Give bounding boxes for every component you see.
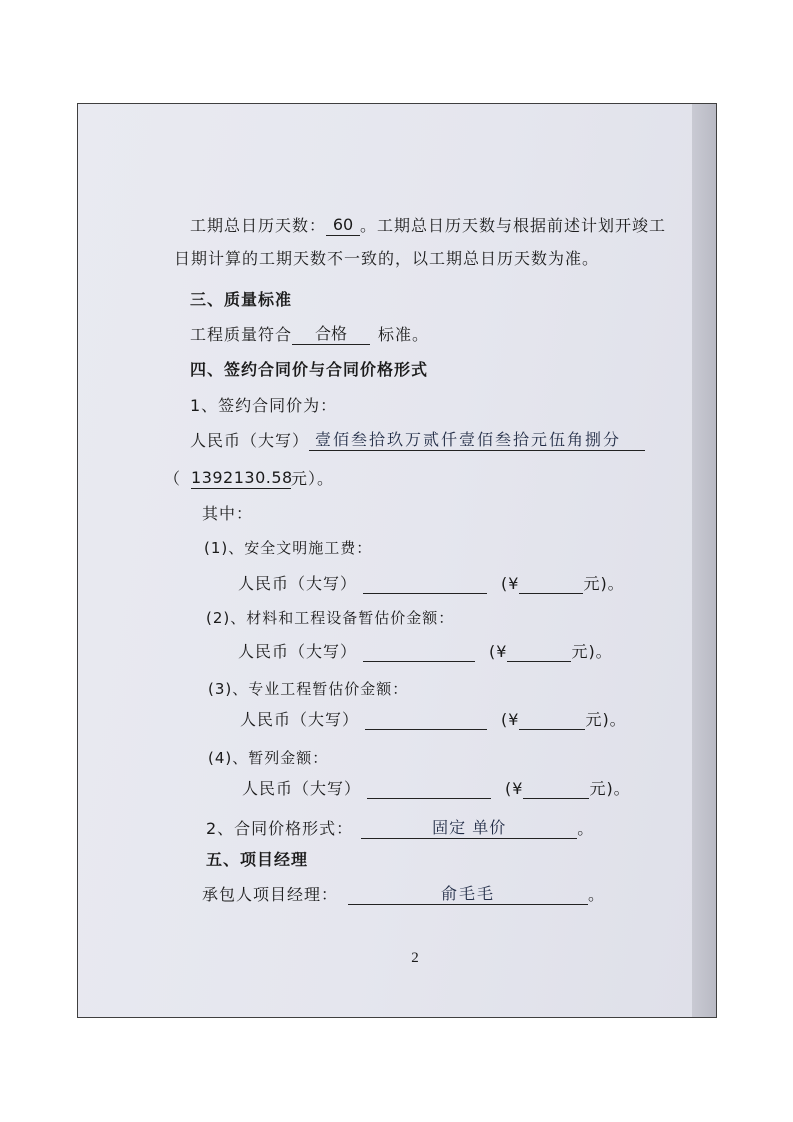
page-number: 2 (411, 950, 419, 966)
duration-prefix: 工期总日历天数： (190, 216, 327, 235)
sub-item-3-number-field (519, 709, 585, 730)
price-among: 其中： (202, 504, 254, 523)
document-page (78, 104, 692, 1017)
sub-item-4-unit: 元)。 (589, 779, 631, 798)
price-item-1: 1、签约合同价为： (190, 396, 338, 415)
sub-item-3-label: (3)、专业工程暂估价金额： (208, 680, 409, 698)
manager-label: 承包人项目经理： (202, 885, 339, 904)
price-paren-open: （ (164, 469, 182, 488)
manager-end: 。 (588, 885, 606, 904)
sub-item-2-unit: 元)。 (571, 642, 613, 661)
sub-item-2-rmb: 人民币（大写） (238, 642, 358, 661)
quality-heading: 三、质量标准 (190, 290, 293, 309)
sub-item-1-yen: (¥ (501, 574, 520, 593)
sub-item-2-number-field (507, 641, 571, 662)
price-number-line (164, 468, 334, 489)
quality-line (190, 324, 429, 345)
price-form-end: 。 (577, 819, 595, 838)
duration-line-2: 日期计算的工期天数不一致的，以工期总日历天数为准。 (174, 249, 600, 268)
quality-suffix: 标准。 (378, 325, 430, 344)
sub-item-4-yen: (¥ (505, 779, 524, 798)
sub-item-4-label: (4)、暂列金额： (208, 749, 329, 767)
sub-item-4-words-field (367, 778, 491, 799)
duration-line-1 (190, 215, 666, 236)
price-words-line (190, 430, 645, 451)
duration-days-field: 60 (326, 215, 360, 236)
price-heading: 四、签约合同价与合同价格形式 (190, 360, 429, 379)
sub-item-3-line (240, 709, 627, 730)
quality-prefix: 工程质量符合 (190, 325, 293, 344)
price-form-line (206, 818, 594, 839)
sub-item-4-line (242, 778, 631, 799)
sub-item-4-rmb: 人民币（大写） (242, 779, 362, 798)
price-amount-words-field: 壹佰叁拾玖万贰仟壹佰叁拾元伍角捌分 (309, 430, 645, 451)
sub-item-1-rmb: 人民币（大写） (238, 574, 358, 593)
sub-item-3-yen: (¥ (501, 710, 520, 729)
price-form-label: 2、合同价格形式： (206, 819, 354, 838)
sub-item-2-line (238, 641, 613, 662)
page-edge-shadow (692, 104, 716, 1017)
price-rmb-label: 人民币（大写） (190, 431, 310, 450)
sub-item-3-unit: 元)。 (585, 710, 627, 729)
sub-item-1-number-field (519, 573, 583, 594)
sub-item-2-label: (2)、材料和工程设备暂估价金额： (206, 609, 455, 627)
sub-item-3-rmb: 人民币（大写） (240, 710, 360, 729)
manager-name-field: 俞毛毛 (348, 884, 588, 905)
sub-item-1-label: (1)、安全文明施工费： (204, 539, 373, 557)
sub-item-3-words-field (365, 709, 487, 730)
sub-item-1-unit: 元)。 (583, 574, 625, 593)
manager-heading: 五、项目经理 (206, 850, 309, 869)
quality-value-field: 合格 (292, 324, 370, 345)
manager-line (202, 884, 605, 905)
sub-item-2-yen: (¥ (489, 642, 508, 661)
duration-suffix: 。工期总日历天数与根据前述计划开竣工 (360, 216, 667, 235)
price-amount-number-field: 1392130.58 (191, 468, 293, 487)
price-form-value-field: 固定 单价 (361, 818, 577, 839)
sub-item-2-words-field (363, 641, 475, 662)
price-amount-unit: 元）。 (291, 469, 335, 488)
sub-item-1-line (238, 573, 625, 594)
sub-item-4-number-field (523, 778, 589, 799)
sub-item-1-words-field (363, 573, 487, 594)
